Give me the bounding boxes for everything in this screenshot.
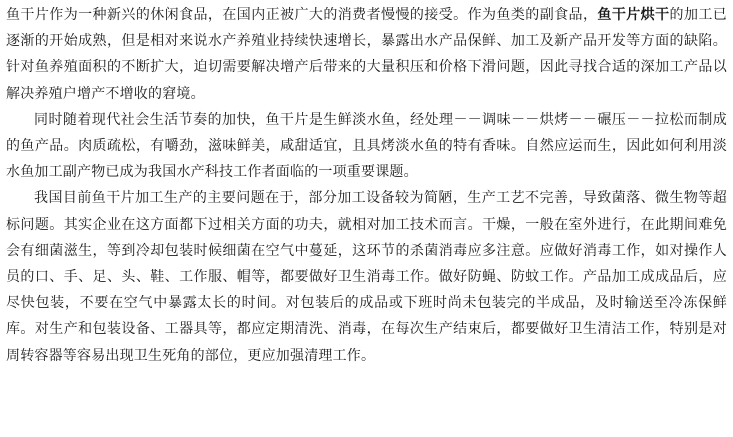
- paragraph-2: 同时随着现代社会生活节奏的加快，鱼干片是生鲜淡水鱼，经处理－－调味－－烘烤－－碾压－－拉松而制成的鱼产品。肉质疏松，有嚼劲，滋味鲜美，咸甜适宜，且具烤淡水鱼的特有香味。自然应运而生，因此如何利用淡水鱼加工副产物已成为我国水产科技工作者面临的一项重要课题。: [6, 111, 727, 181]
- keyword-bold: 鱼干片烘干: [597, 7, 670, 23]
- paragraph-1-text-before: 鱼干片作为一种新兴的休闲食品，在国内正被广大的消费者慢慢的接受。作为鱼类的副食品，: [6, 7, 598, 23]
- paragraph-1-text-after: 的加工已逐渐的开始成熟，但是相对来说水产养殖业持续快速增长，暴露出水产品保鲜、加工及新产品开发等方面的缺陷。针对鱼养殖面积的不断扩大，迫切需要解决增产后带来的大量积压和价格下滑问题，因此寻找合适的深加工产品以解决养殖户增产不增收的窘境。: [6, 7, 727, 102]
- paragraph-1: [6, 2, 727, 107]
- paragraph-3: 我国目前鱼干片加工生产的主要问题在于，部分加工设备较为简陋，生产工艺不完善，导致菌落、微生物等超标问题。其实企业在这方面都下过相关方面的功夫，就相对加工技术而言。干燥，一般在室外进行，在此期间难免会有细菌滋生，等到冷却包装时候细菌在空气中蔓延，这环节的杀菌消毒应多注意。应做好消毒工作，如对操作人员的口、手、足、头、鞋、工作服、帽等，都要做好卫生消毒工作。做好防蝇、防蚊工作。产品加工成成品后，应尽快包装，不要在空气中暴露太长的时间。对包装后的成品或下班时尚未包装完的半成品，及时输送至冷冻保鲜库。对生产和包装设备、工器具等，都应定期清洗、消毒，在每次生产结束后，都要做好卫生清洁工作，特别是对周转容器等容易出现卫生死角的部位，更应加强清理工作。: [6, 190, 727, 364]
